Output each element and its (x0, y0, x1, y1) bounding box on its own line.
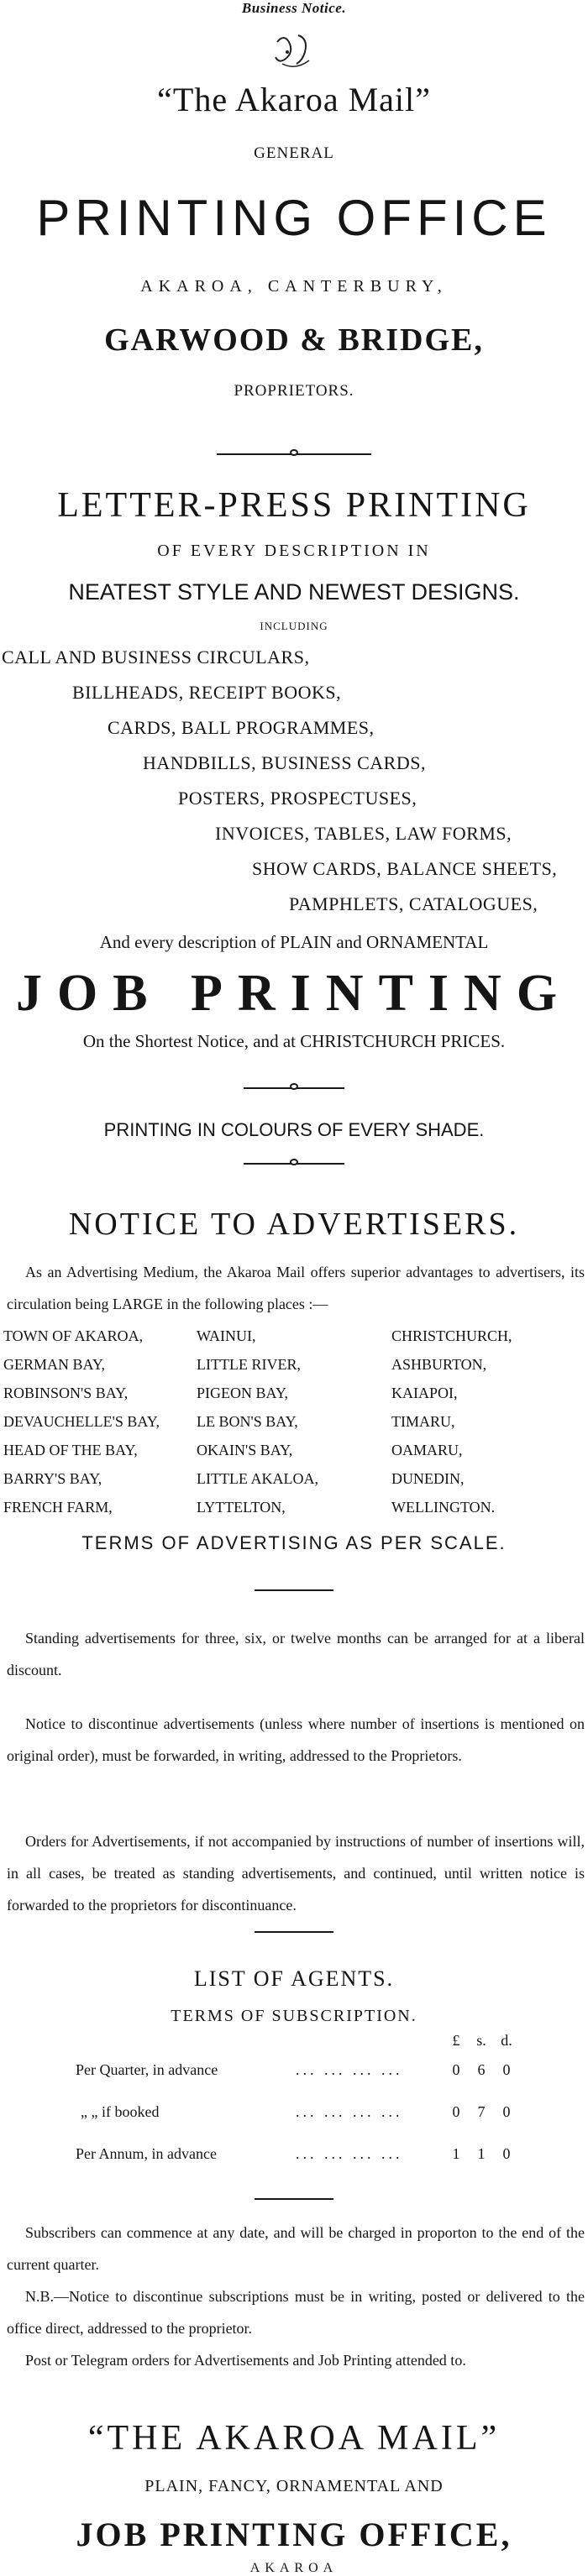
divider (217, 453, 371, 455)
subscription-amount (444, 2145, 519, 2163)
leader-dots: ... ... ... ... (296, 2103, 403, 2120)
letterpress-heading: LETTER-PRESS PRINTING (57, 486, 531, 525)
letterpress-of-every: OF EVERY DESCRIPTION IN (157, 542, 431, 560)
agents-para-2-text: N.B.—Notice to discontinue subscriptions must be in writing, posted or delivered to the office direct, addressed to the proprietor. (7, 2288, 585, 2337)
advertisers-para-2 (7, 1708, 585, 1772)
place-item: ASHBURTON, (391, 1356, 487, 1373)
place-item: TIMARU, (391, 1413, 455, 1430)
pence: 0 (502, 2145, 511, 2162)
place-item: WELLINGTON. (391, 1499, 496, 1516)
colours-line: PRINTING IN COLOURS OF EVERY SHADE. (103, 1119, 485, 1140)
divider (255, 1931, 333, 1933)
agents-heading: LIST OF AGENTS. (193, 1966, 395, 1991)
place-item: LITTLE RIVER, (197, 1356, 301, 1373)
letterpress-neatest: NEATEST STYLE AND NEWEST DESIGNS. (68, 579, 520, 605)
leader-dots: ... ... ... ... (296, 2145, 403, 2162)
agents-para-3 (7, 2344, 585, 2376)
advertisers-para-3 (7, 1825, 585, 1921)
footer-place: AKAROA (249, 2561, 339, 2575)
divider (255, 2198, 333, 2200)
pounds: 0 (452, 2061, 460, 2078)
advertisers-intro (7, 1256, 585, 1320)
footer-title: “THE AKAROA MAIL” (87, 2419, 501, 2458)
place-item: PIGEON BAY, (197, 1385, 289, 1401)
service-item: CARDS, BALL PROGRAMMES, (108, 717, 375, 738)
letterpress-and-every: And every description of PLAIN and ORNAMENTAL (99, 932, 489, 952)
place-item: BARRY'S BAY, (3, 1470, 102, 1487)
place-item: ROBINSON'S BAY, (3, 1385, 129, 1401)
currency-header (444, 2032, 519, 2050)
advertisers-para-3-text: Orders for Advertisements, if not accompanied by instructions of number of insertions will, in all cases, be treated as standing advertisements, and continued, until written notice is forwarded to the proprietors for discontinuance. (7, 1833, 585, 1914)
agents-para-2 (7, 2280, 585, 2344)
currency-pence: d. (501, 2032, 512, 2049)
advertisers-para-1 (7, 1622, 585, 1686)
masthead-place: AKAROA, CANTERBURY, (140, 277, 448, 296)
place-item: LITTLE AKALOA, (197, 1470, 318, 1487)
service-item: PAMPHLETS, CATALOGUES, (289, 893, 538, 914)
advertisers-heading: NOTICE TO ADVERTISERS. (68, 1207, 520, 1242)
place-item: KAIAPOI, (391, 1385, 458, 1401)
places-column-2 (197, 1322, 318, 1521)
currency-shillings: s. (476, 2032, 486, 2049)
service-item: SHOW CARDS, BALANCE SHEETS, (252, 858, 558, 879)
subscription-row (76, 2145, 546, 2179)
pence: 0 (502, 2103, 511, 2120)
shillings: 7 (477, 2103, 486, 2120)
footer-plain-line: PLAIN, FANCY, ORNAMENTAL AND (144, 2477, 444, 2495)
divider (255, 1589, 333, 1591)
advertising-terms: TERMS OF ADVERTISING AS PER SCALE. (81, 1532, 507, 1553)
currency-pounds: £ (452, 2032, 460, 2049)
agents-para-1 (7, 2217, 585, 2280)
pounds: 1 (452, 2145, 460, 2162)
job-printing-heading: JOB PRINTING (15, 965, 573, 1022)
subscription-row (76, 2061, 546, 2095)
masthead-proprietors-names: GARWOOD & BRIDGE, (104, 322, 484, 358)
pounds: 0 (452, 2103, 460, 2120)
subscription-amount (444, 2061, 519, 2079)
place-item: FRENCH FARM, (3, 1499, 113, 1516)
subscription-terms-heading: TERMS OF SUBSCRIPTION. (171, 2007, 417, 2025)
section-title: Business Notice. (241, 0, 347, 16)
place-item: OKAIN'S BAY, (197, 1442, 293, 1458)
place-item: GERMAN BAY, (3, 1356, 106, 1373)
place-item: LYTTELTON, (197, 1499, 286, 1516)
place-item: DUNEDIN, (391, 1470, 465, 1487)
subscription-label: „ „ if booked (81, 2103, 160, 2120)
places-column-1 (3, 1322, 160, 1521)
shillings: 6 (477, 2061, 486, 2078)
masthead-proprietors-label: PROPRIETORS. (234, 382, 354, 400)
place-item: HEAD OF THE BAY, (3, 1442, 138, 1458)
footer-job-printing-office: JOB PRINTING OFFICE, (76, 2516, 512, 2553)
service-item: CALL AND BUSINESS CIRCULARS, (2, 647, 310, 668)
subscription-row (76, 2103, 546, 2137)
divider (244, 1163, 344, 1165)
advertisers-para-1-text: Standing advertisements for three, six, or twelve months can be arranged for at a liberal discount. (7, 1630, 585, 1678)
subscription-amount (444, 2103, 519, 2121)
masthead-title: “The Akaroa Mail” (157, 81, 431, 118)
subscription-label: Per Quarter, in advance (76, 2061, 218, 2078)
pence: 0 (502, 2061, 511, 2078)
place-item: OAMARU, (391, 1442, 463, 1458)
place-item: LE BON'S BAY, (197, 1413, 298, 1430)
place-item: WAINUI, (197, 1327, 256, 1344)
advertisers-intro-text: As an Advertising Medium, the Akaroa Mail offers superior advantages to advertisers, its circulation being LARGE in the following places :— (7, 1264, 585, 1312)
place-item: TOWN OF AKAROA, (3, 1327, 144, 1344)
shillings: 1 (477, 2145, 486, 2162)
divider (244, 1087, 344, 1089)
place-item: DEVAUCHELLE'S BAY, (3, 1413, 160, 1430)
service-item: INVOICES, TABLES, LAW FORMS, (215, 823, 512, 844)
subscription-label: Per Annum, in advance (76, 2145, 217, 2162)
ornament-flourish-icon (0, 27, 588, 77)
service-item: POSTERS, PROSPECTUSES, (178, 788, 417, 809)
masthead-general: GENERAL (254, 144, 334, 162)
masthead-printing-office: PRINTING OFFICE (36, 190, 552, 246)
agents-para-3-text: Post or Telegram orders for Advertisements and Job Printing attended to. (25, 2352, 466, 2369)
advertisers-para-2-text: Notice to discontinue advertisements (unless where number of insertions is mentioned on original order), must be forwarded, in writing, addressed to the Proprietors. (7, 1715, 585, 1764)
letterpress-including: INCLUDING (260, 620, 328, 632)
service-item: HANDBILLS, BUSINESS CARDS, (143, 752, 426, 773)
service-item: BILLHEADS, RECEIPT BOOKS, (72, 682, 342, 703)
leader-dots: ... ... ... ... (296, 2061, 403, 2078)
shortest-notice: On the Shortest Notice, and at CHRISTCHURCH PRICES. (82, 1031, 506, 1051)
agents-para-1-text: Subscribers can commence at any date, and will be charged in proporton to the end of the current quarter. (7, 2224, 585, 2273)
place-item: CHRISTCHURCH, (391, 1327, 512, 1344)
places-column-3 (391, 1322, 512, 1521)
